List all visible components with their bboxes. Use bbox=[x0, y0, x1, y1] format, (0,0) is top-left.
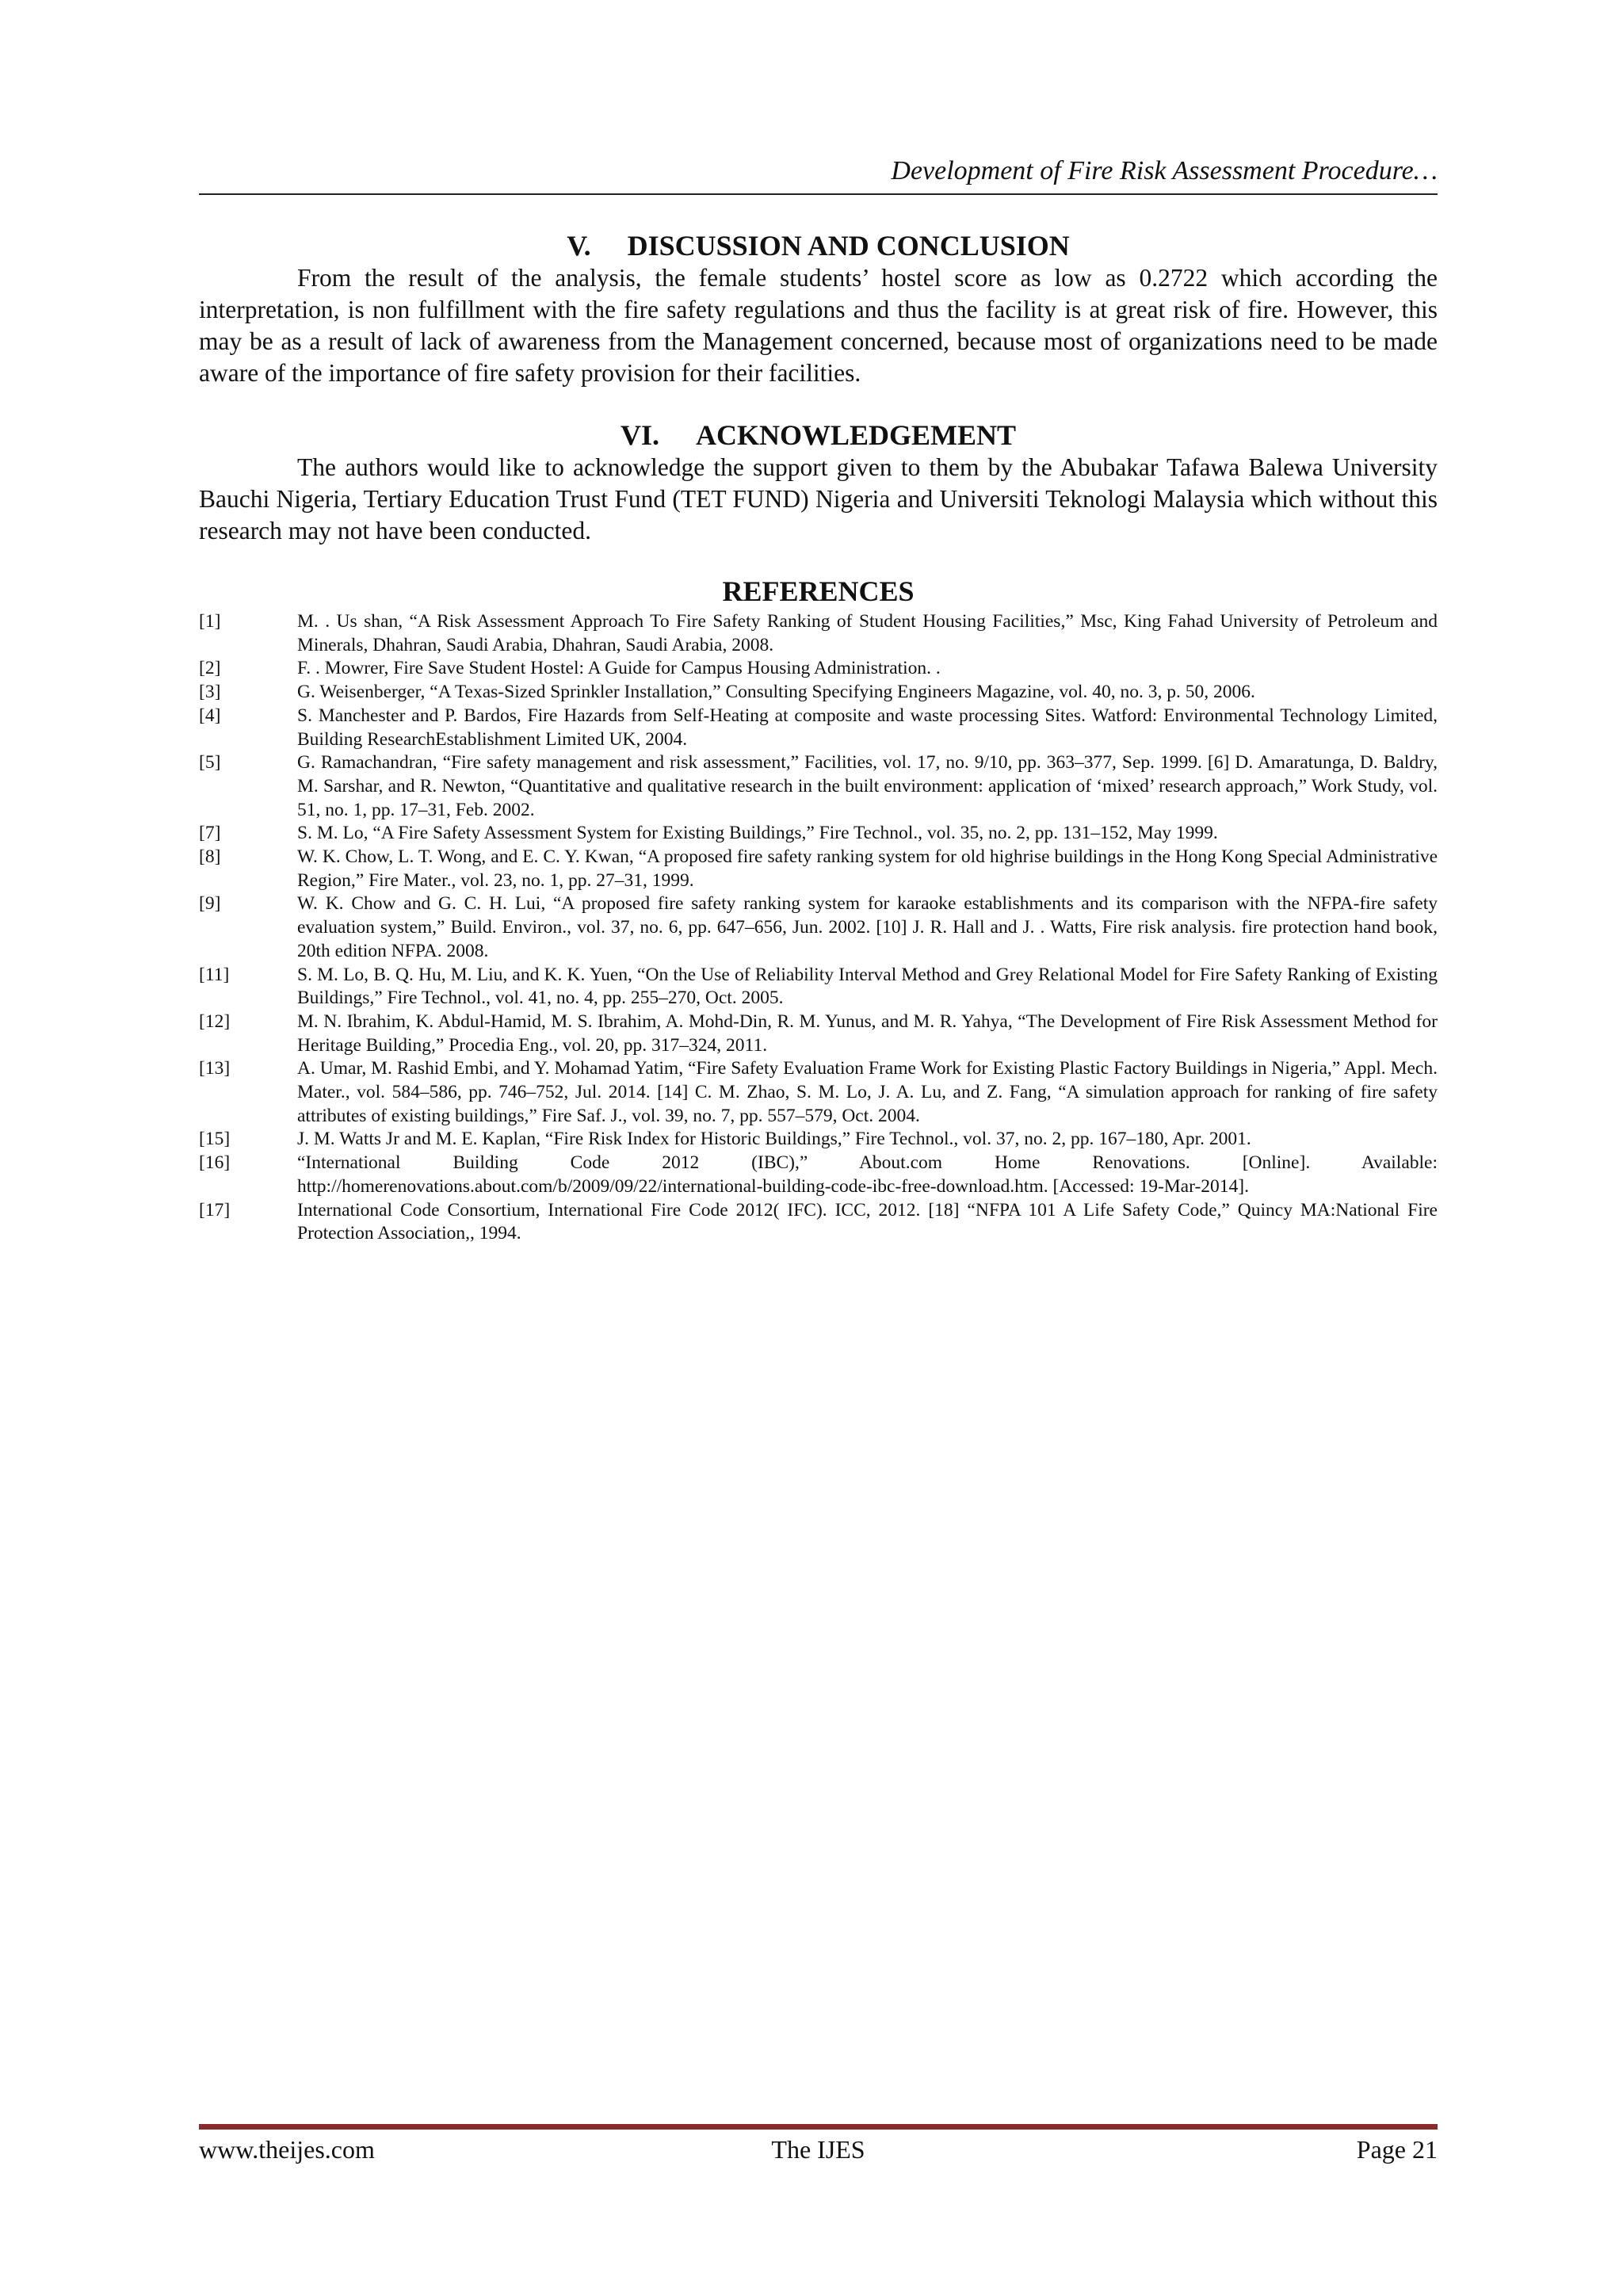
reference-item bbox=[199, 846, 1438, 892]
reference-number: [4] bbox=[199, 705, 221, 726]
reference-number: [2] bbox=[199, 658, 221, 679]
reference-text: G. Weisenberger, “A Texas-Sized Sprinkler Installation,” Consulting Specifying Engineers Magazine, vol. 40, no. 3, p. 50, 2006. bbox=[297, 682, 1255, 703]
reference-item bbox=[199, 1010, 1438, 1057]
reference-text: A. Umar, M. Rashid Embi, and Y. Mohamad Yatim, “Fire Safety Evaluation Frame Work for Existing Plastic Factory Buildings in Nigeria,” Appl. Mech. Mater., vol. 584–586, pp. 746–752, Jul. 2014. [14] C. M. Zhao, S. M. Lo, J. A. Lu, and Z. Fang, “A simulation approach for ranking of fire safety attributes of existing buildings,” Fire Saf. J., vol. 39, no. 7, pp. 557–579, Oct. 2004. bbox=[297, 1058, 1438, 1126]
reference-number: [13] bbox=[199, 1058, 231, 1079]
reference-number: [1] bbox=[199, 611, 221, 632]
reference-number: [3] bbox=[199, 682, 221, 703]
acknowledgement-paragraph: The authors would like to acknowledge the support given to them by the Abubakar Tafawa Balewa University Bauchi Nigeria, Tertiary Education Trust Fund (TET FUND) Nigeria and Universiti Teknologi Malaysia which without this research may not have been conducted. bbox=[199, 453, 1438, 544]
reference-item bbox=[199, 705, 1438, 751]
reference-item bbox=[199, 1128, 1438, 1152]
footer-journal: The IJES bbox=[771, 2135, 865, 2164]
reference-number: [16] bbox=[199, 1152, 231, 1174]
reference-item bbox=[199, 964, 1438, 1010]
footer-website: www.theijes.com bbox=[199, 2135, 375, 2164]
reference-item bbox=[199, 1152, 1438, 1198]
reference-text: S. Manchester and P. Bardos, Fire Hazards from Self-Heating at composite and waste processing Sites. Watford: Environmental Technology Limited, Building ResearchEstablishment Limited UK, 2004. bbox=[297, 705, 1438, 750]
reference-text: M. N. Ibrahim, K. Abdul-Hamid, M. S. Ibrahim, A. Mohd-Din, R. M. Yunus, and M. R. Yahya, “The Development of Fire Risk Assessment Method for Heritage Building,” Procedia Eng., vol. 20, pp. 317–324, 2011. bbox=[297, 1010, 1438, 1056]
section-number: V. bbox=[567, 230, 591, 262]
footer-rule bbox=[199, 2124, 1438, 2130]
section-title: DISCUSSION AND CONCLUSION bbox=[627, 230, 1070, 262]
reference-item bbox=[199, 1199, 1438, 1246]
reference-text: W. K. Chow and G. C. H. Lui, “A proposed fire safety ranking system for karaoke establishments and its comparison with the NFPA-fire safety evaluation system,” Build. Environ., vol. 37, no. 6, pp. 647–656, Jun. 2002. [10] J. R. Hall and J. . Watts, Fire risk analysis. fire protection hand book, 20th edition NFPA. 2008. bbox=[297, 893, 1438, 961]
reference-number: [5] bbox=[199, 752, 221, 774]
reference-item bbox=[199, 892, 1438, 963]
reference-item bbox=[199, 1057, 1438, 1128]
reference-text: W. K. Chow, L. T. Wong, and E. C. Y. Kwan, “A proposed fire safety ranking system for old highrise buildings in the Hong Kong Special Administrative Region,” Fire Mater., vol. 23, no. 1, pp. 27–31, 1999. bbox=[297, 846, 1438, 891]
section-title: ACKNOWLEDGEMENT bbox=[695, 419, 1017, 451]
reference-number: [7] bbox=[199, 823, 221, 844]
reference-item bbox=[199, 822, 1438, 846]
header-rule bbox=[199, 193, 1438, 195]
reference-number: [11] bbox=[199, 964, 230, 985]
page-footer bbox=[199, 2132, 1438, 2167]
references-heading: REFERENCES bbox=[722, 575, 915, 607]
reference-text: “International Building Code 2012 (IBC),” About.com Home Renovations. [Online]. Available: http://homerenovations.about.com/b/2009/09/22/international-building-code-ibc-free-download.htm. [Accessed: 19-Mar-2014]. bbox=[297, 1152, 1438, 1197]
reference-text: International Code Consortium, International Fire Code 2012( IFC). ICC, 2012. [18] “NFPA 101 A Life Safety Code,” Quincy MA:National Fire Protection Association,, 1994. bbox=[297, 1199, 1438, 1244]
reference-text: S. M. Lo, “A Fire Safety Assessment System for Existing Buildings,” Fire Technol., vol. 35, no. 2, pp. 131–152, May 1999. bbox=[297, 823, 1218, 844]
section-heading-acknowledgement bbox=[199, 418, 1438, 452]
paper-page bbox=[199, 0, 1438, 2296]
reference-number: [8] bbox=[199, 846, 221, 868]
reference-text: F. . Mowrer, Fire Save Student Hostel: A Guide for Campus Housing Administration. . bbox=[297, 658, 941, 679]
reference-text: M. . Us shan, “A Risk Assessment Approach To Fire Safety Ranking of Student Housing Facilities,” Msc, King Fahad University of Petroleum and Minerals, Dhahran, Saudi Arabia, Dhahran, Saudi Arabia, 2008. bbox=[297, 611, 1438, 655]
reference-list bbox=[199, 610, 1438, 1246]
section-heading-discussion bbox=[199, 229, 1438, 262]
reference-number: [9] bbox=[199, 893, 221, 915]
reference-text: S. M. Lo, B. Q. Hu, M. Liu, and K. K. Yuen, “On the Use of Reliability Interval Method and Grey Relational Model for Fire Safety Ranking of Existing Buildings,” Fire Technol., vol. 41, no. 4, pp. 255–270, Oct. 2005. bbox=[297, 964, 1438, 1009]
reference-item bbox=[199, 751, 1438, 822]
reference-item bbox=[199, 681, 1438, 705]
reference-text: J. M. Watts Jr and M. E. Kaplan, “Fire Risk Index for Historic Buildings,” Fire Technol., vol. 37, no. 2, pp. 167–180, Apr. 2001. bbox=[297, 1129, 1251, 1150]
reference-number: [12] bbox=[199, 1010, 231, 1032]
reference-number: [15] bbox=[199, 1129, 231, 1150]
reference-item bbox=[199, 657, 1438, 681]
reference-text: G. Ramachandran, “Fire safety management and risk assessment,” Facilities, vol. 17, no. 9/10, pp. 363–377, Sep. 1999. [6] D. Amaratunga, D. Baldry, M. Sarshar, and R. Newton, “Quantitative and qualitative research in the built environment: application of ‘mixed’ research approach,” Work Study, vol. 51, no. 1, pp. 17–31, Feb. 2002. bbox=[297, 752, 1438, 820]
reference-number: [17] bbox=[199, 1199, 231, 1221]
footer-page-number: Page 21 bbox=[1356, 2135, 1438, 2164]
reference-item bbox=[199, 610, 1438, 657]
section-number: VI. bbox=[620, 419, 659, 451]
discussion-paragraph: From the result of the analysis, the female students’ hostel score as low as 0.2722 which according the interpretation, is non fulfillment with the fire safety regulations and thus the facility is at great risk of fire. However, this may be as a result of lack of awareness from the Management concerned, because most of organizations need to be made aware of the importance of fire safety provision for their facilities. bbox=[199, 264, 1438, 387]
running-header: Development of Fire Risk Assessment Procedure… bbox=[891, 156, 1438, 185]
